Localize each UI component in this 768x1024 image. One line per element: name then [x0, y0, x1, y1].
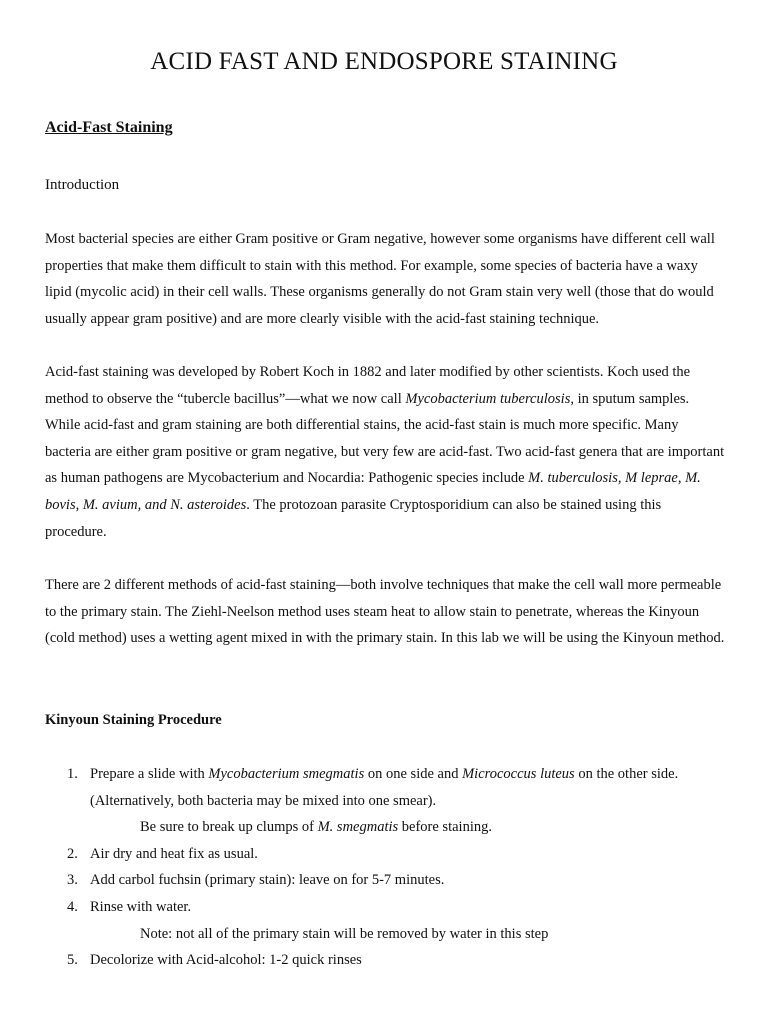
- italic-species-name: Mycobacterium tuberculosis: [405, 390, 571, 407]
- procedure-step: [45, 841, 735, 868]
- step-number: 5.: [67, 952, 78, 969]
- paragraph-gram-staining: Most bacterial species are either Gram positive or Gram negative, however some organisms have different cell wall properties that make them difficult to stain with this method. For example, some species of bacteria have a waxy lipid (mycolic acid) in their cell walls. These organisms generally do not Gram stain very well (those that do would usually appear gram positive) and are more clearly visible with the acid-fast staining technique.: [45, 231, 715, 327]
- procedure-steps-list: [45, 761, 735, 974]
- paragraph-acid-fast-history: [45, 359, 725, 545]
- paragraph-text: . The protozoan parasite Cryptosporidium can also be stained using this procedure.: [45, 496, 662, 540]
- paragraph-text: , in sputum samples. While acid-fast and gram staining are both differential stains, the acid-fast stain is much more specific. Many bacteria are either gram positive or gram negative, but very few are acid-fast. Two acid-fast genera that are important as human pathogens are Mycobacterium and Nocardia: Pathogenic species include: [45, 390, 725, 487]
- step-text: on one side and: [364, 766, 463, 782]
- note-text: before staining.: [398, 819, 492, 836]
- step-number: 4.: [67, 898, 78, 915]
- procedure-heading: Kinyoun Staining Procedure: [45, 712, 222, 728]
- step-number: 1.: [67, 766, 78, 782]
- step-text: Add carbol fuchsin (primary stain): leave on for 5-7 minutes.: [90, 872, 445, 889]
- italic-species-list: M. tuberculosis, M leprae, M. bovis, M. avium, and N. asteroides: [45, 470, 701, 513]
- document-title: ACID FAST AND ENDOSPORE STAINING: [150, 48, 618, 75]
- italic-species-name: Micrococcus luteus: [462, 766, 575, 782]
- paragraph-staining-methods: There are 2 different methods of acid-fast staining—both involve techniques that make the cell wall more permeable to the primary stain. The Ziehl-Neelson method uses steam heat to allow stain to penetrate, whereas the Kinyoun (cold method) uses a wetting agent mixed in with the primary stain. In this lab we will be using the Kinyoun method.: [45, 577, 725, 647]
- step-text: on the other side. (Alternatively, both bacteria may be mixed into one smear).: [90, 766, 679, 809]
- note-text: Be sure to break up clumps of: [140, 819, 318, 836]
- section-heading: Acid-Fast Staining: [45, 119, 173, 136]
- step-text: Air dry and heat fix as usual.: [90, 845, 258, 862]
- procedure-step: [45, 894, 735, 921]
- step-note: [45, 814, 735, 841]
- procedure-step: [45, 761, 735, 814]
- procedure-step: [45, 947, 735, 974]
- step-text: Decolorize with Acid-alcohol: 1-2 quick rinses: [90, 952, 362, 969]
- step-note: Note: not all of the primary stain will be removed by water in this step: [140, 925, 549, 942]
- paragraph-text: Acid-fast staining was developed by Robert Koch in 1882 and later modified by other scientists. Koch used the method to observe the “tubercle bacillus”—what we now call: [45, 364, 691, 407]
- step-number: 2.: [67, 845, 78, 862]
- italic-species-name: Mycobacterium smegmatis: [208, 766, 365, 782]
- step-text: Rinse with water.: [90, 898, 192, 915]
- italic-species-name: M. smegmatis: [317, 819, 399, 836]
- introduction-label: Introduction: [45, 177, 120, 193]
- step-text: Prepare a slide with: [90, 766, 209, 782]
- procedure-step: [45, 867, 735, 894]
- step-number: 3.: [67, 872, 78, 889]
